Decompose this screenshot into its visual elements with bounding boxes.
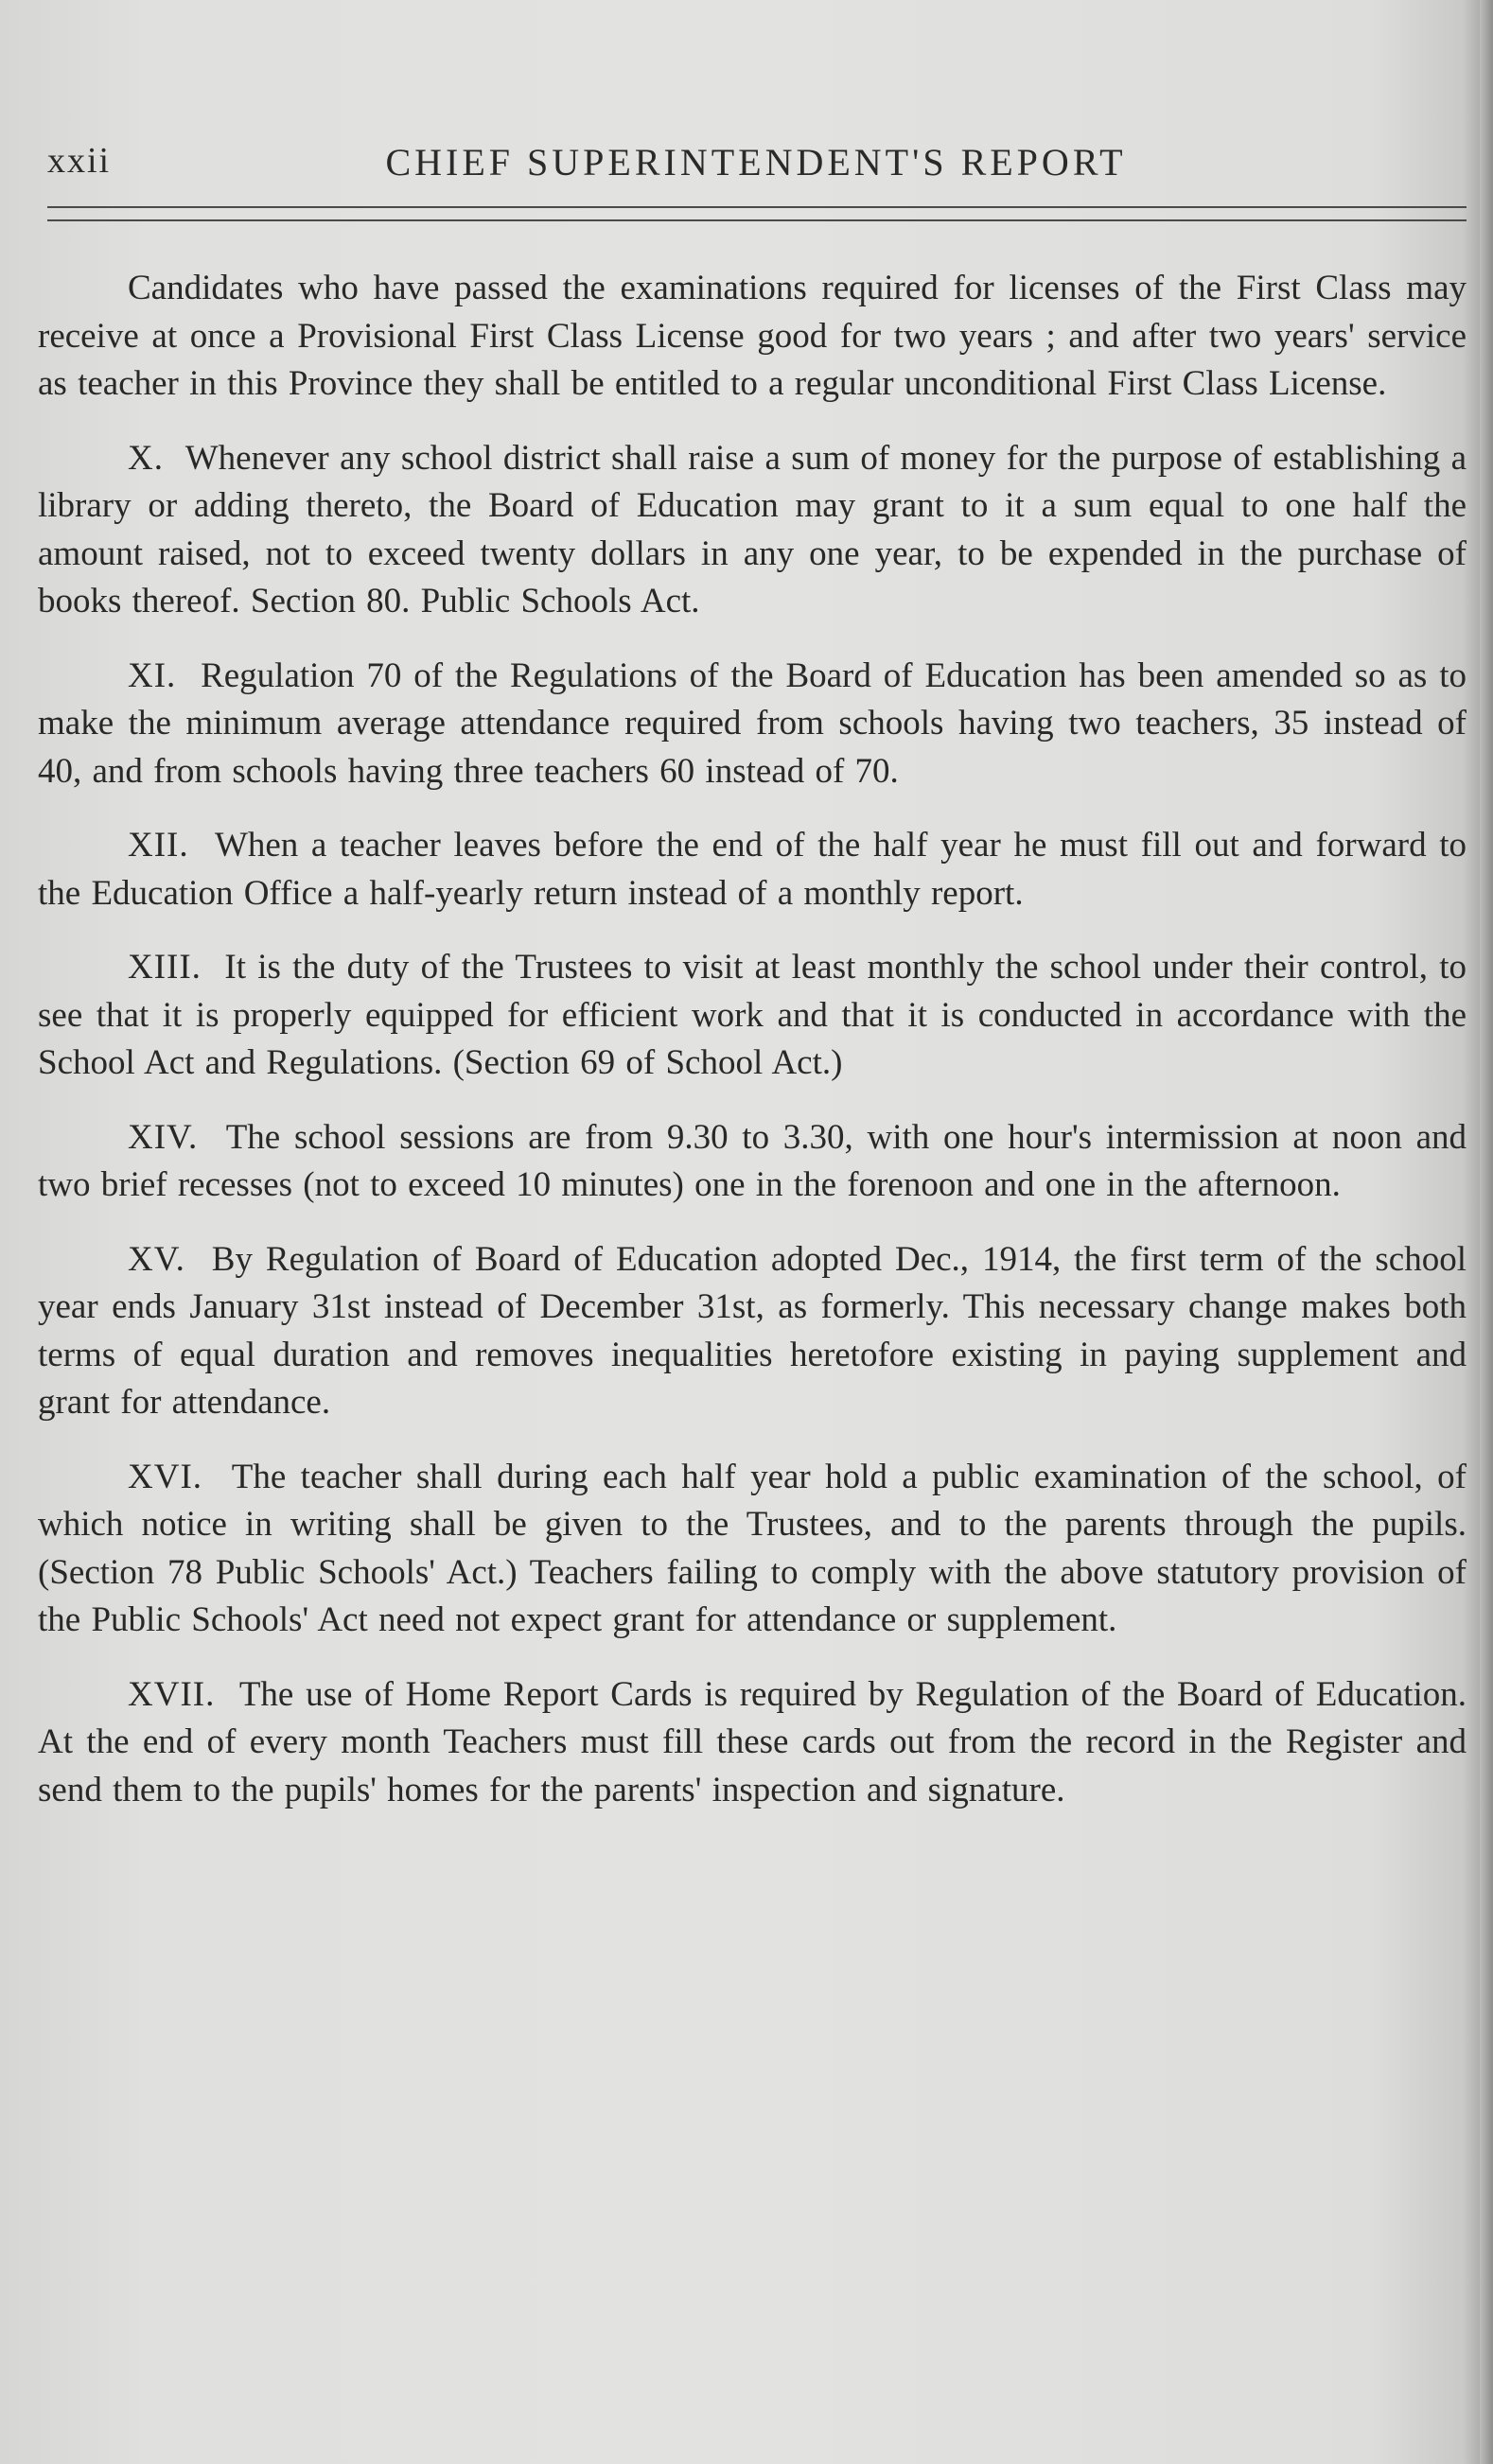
paragraph-text: When a teacher leaves before the end of the half year he must fill out and forward to the Education Office a half-yearly return instead of a monthly report. <box>38 826 1467 913</box>
paragraph-xiv <box>38 1114 1467 1210</box>
header-rule-top <box>47 206 1467 208</box>
paragraph-text: Whenever any school district shall raise a sum of money for the purpose of establishing a library or adding thereto, the Board of Education may grant to it a sum equal to one half the amount raised, not to exceed twenty dollars in any one year, to be expended in the purchase of books thereof. Section 80. Public Schools Act. <box>38 438 1467 620</box>
paragraph-number: XI. <box>128 655 177 695</box>
paragraph-xii <box>38 822 1467 917</box>
paragraph-number: XV. <box>128 1239 185 1279</box>
paragraph-number: XIV. <box>128 1117 199 1157</box>
paragraph-xvi <box>38 1454 1467 1645</box>
paragraph-number: XII. <box>128 826 189 865</box>
paragraph-text: The teacher shall during each half year hold a public examination of the school, of which notice in writing shall be given to the Trustees, and to the parents through the pupils. (Section 78 Public Schools' Act.) Teachers failing to comply with the above statutory provision of the Public Schools' Act need not expect grant for attendance or supplement. <box>38 1457 1467 1639</box>
paragraph-intro <box>38 265 1467 409</box>
running-head: CHIEF SUPERINTENDENT'S REPORT <box>385 141 1127 183</box>
paragraph-text: Candidates who have passed the examinations required for licenses of the First Class may receive at once a Provisional First Class License good for two years ; and after two years' service as teacher in this Province they shall be entitled to a regular unconditional First Class License. <box>38 269 1467 403</box>
page-header <box>47 132 1465 189</box>
paragraph-xv <box>38 1236 1467 1427</box>
paragraph-xiii <box>38 944 1467 1088</box>
paragraph-text: By Regulation of Board of Education adopted Dec., 1914, the first term of the school year ends January 31st instead of December 31st, as formerly. This necessary change makes both terms of equal duration and removes inequalities heretofore existing in paying supplement and grant for attendance. <box>38 1239 1467 1422</box>
page-edge-shadow <box>1480 0 1493 2464</box>
page-number: xxii <box>47 141 112 181</box>
paragraph-number: XVII. <box>128 1674 216 1714</box>
paragraph-text: It is the duty of the Trustees to visit at least monthly the school under their control, to see that it is properly equipped for efficient work and that it is conducted in accordance with the School Act and Regulations. (Section 69 of School Act.) <box>38 948 1467 1082</box>
paragraph-number: XIII. <box>128 948 202 987</box>
paragraph-text: The school sessions are from 9.30 to 3.30, with one hour's intermission at noon and two brief recesses (not to exceed 10 minutes) one in the forenoon and one in the afternoon. <box>38 1117 1467 1204</box>
paragraph-text: The use of Home Report Cards is required by Regulation of the Board of Education. At the end of every month Teachers must fill these cards out from the record in the Register and send them to the pupils' homes for the parents' inspection and signature. <box>38 1674 1467 1809</box>
paragraph-x <box>38 435 1467 626</box>
paragraph-xi <box>38 653 1467 796</box>
paragraph-number: XVI. <box>128 1457 203 1496</box>
paragraph-xvii <box>38 1671 1467 1815</box>
paragraph-text: Regulation 70 of the Regulations of the Board of Education has been amended so as to make the minimum average attendance required from schools having two teachers, 35 instead of 40, and from schools having three teachers 60 instead of 70. <box>38 655 1467 791</box>
paragraph-number: X. <box>128 438 164 478</box>
header-rule-bottom <box>47 219 1467 221</box>
body-text <box>38 265 1467 1841</box>
